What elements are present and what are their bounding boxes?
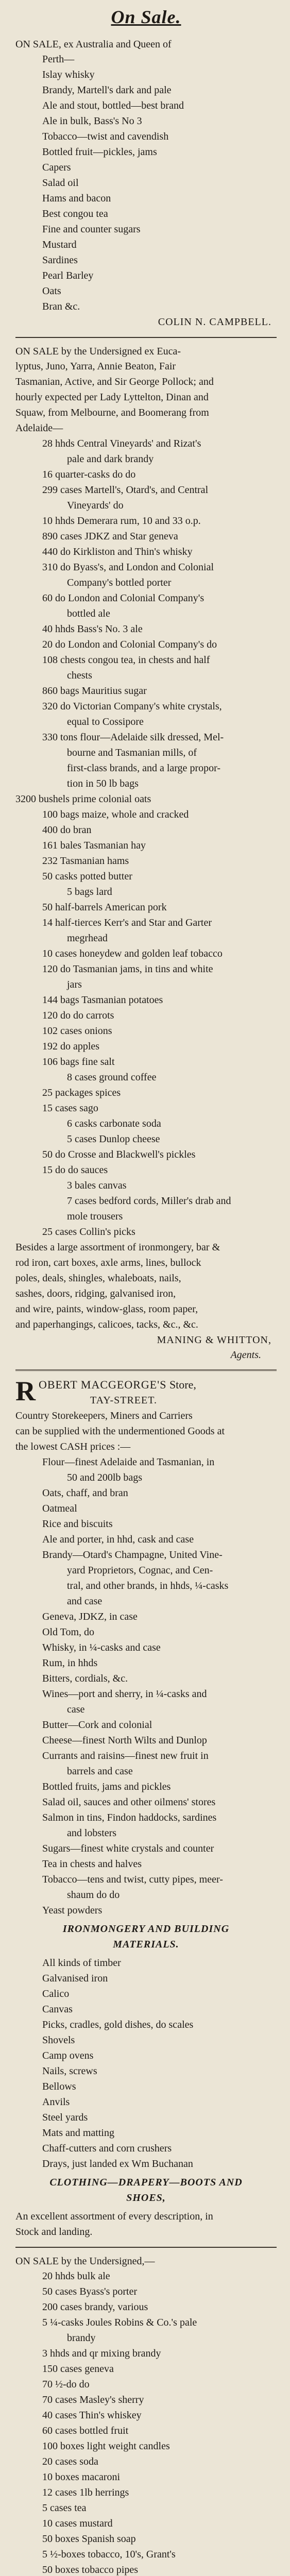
ad-opening: ON SALE by the Undersigned ex Euca-	[15, 346, 181, 357]
list-item: Tobacco—tens and twist, cutty pipes, meer-	[42, 1874, 223, 1885]
text-line: Tasmanian, Active, and Sir George Pollock; and	[15, 376, 214, 387]
list-item: 100 bags maize, whole and cracked	[42, 809, 189, 820]
list-item: 310 do Byass's, and London and Colonial	[42, 562, 214, 573]
list-item: Mats and matting	[42, 2127, 114, 2139]
list-item: 16 quarter-casks do do	[42, 469, 136, 480]
section-heading-clothing: CLOTHING—DRAPERY—BOOTS AND SHOES,	[49, 2177, 243, 2204]
text-line: Fine and counter sugars	[42, 224, 141, 235]
list-item: All kinds of timber	[42, 1957, 121, 1969]
ad-macgeorge	[15, 1377, 277, 2240]
list-item: 120 do do carrots	[42, 1010, 114, 1021]
list-item: Butter—Cork and colonial	[42, 1719, 152, 1731]
ad-closing	[15, 1240, 277, 1332]
list-item: 25 packages spices	[42, 1087, 121, 1098]
masthead: On Sale.	[111, 7, 181, 27]
text-line: Brandy, Martell's dark and pale	[42, 84, 172, 96]
list-item: Company's bottled porter	[67, 577, 172, 588]
list-item: 40 cases Thin's whiskey	[42, 2410, 142, 2421]
list-item: shaum do do	[67, 1889, 120, 1901]
text-line: Mustard	[42, 239, 77, 250]
list-item: 20 do London and Colonial Company's do	[42, 639, 217, 650]
list-item: 108 chests congou tea, in chests and half	[42, 654, 210, 666]
text-line: rod iron, cart boxes, axle arms, lines, bullock	[15, 1257, 201, 1268]
list-item: 60 do London and Colonial Company's	[42, 592, 204, 604]
list-item: Bellows	[42, 2081, 76, 2092]
list-item: 10 hhds Demerara rum, 10 and 33 o.p.	[42, 515, 201, 527]
text-line: hourly expected per Lady Lyttelton, Dinan and	[15, 392, 209, 403]
list-item: 50 boxes Spanish soap	[42, 2533, 136, 2545]
list-item: 70 cases Masley's sherry	[42, 2394, 144, 2405]
list-item: Anvils	[42, 2096, 70, 2108]
ad-location: TAY-STREET.	[90, 1395, 157, 1406]
clothing-paragraph	[15, 2209, 277, 2240]
ad-signature-sub: Agents.	[230, 1349, 261, 1361]
list-item: 15 cases sago	[42, 1103, 98, 1114]
list-item: 50 casks potted butter	[42, 871, 132, 882]
list-item: Cheese—finest North Wilts and Dunlop	[42, 1735, 207, 1746]
list-item: 12 cases 1lb herrings	[42, 2487, 129, 2498]
list-item: yard Proprietors, Cognac, and Cen-	[67, 1565, 213, 1576]
list-item: Steel yards	[42, 2112, 88, 2123]
list-item: Ale and porter, in hhd, cask and case	[42, 1534, 194, 1545]
list-item: Tea in chests and halves	[42, 1858, 142, 1870]
list-item: 400 do bran	[42, 824, 92, 836]
text-line: Capers	[42, 162, 71, 173]
list-item: tion in 50 lb bags	[67, 778, 139, 789]
list-item: 106 bags fine salt	[42, 1056, 115, 1067]
list-item: 3 hhds and qr mixing brandy	[42, 2348, 161, 2359]
text-line: poles, deals, shingles, whaleboats, nails,	[15, 1273, 181, 1284]
text-line: Stock and landing.	[15, 2226, 93, 2238]
list-item: Galvanised iron	[42, 1973, 108, 1984]
list-item: tral, and other brands, in hhds, ¼-casks	[67, 1580, 229, 1591]
list-item: megrhead	[67, 933, 108, 944]
list-item: 15 do do sauces	[42, 1164, 108, 1176]
list-item: Flour—finest Adelaide and Tasmanian, in	[42, 1456, 215, 1468]
text-line: Oats	[42, 285, 61, 297]
list-item: 200 cases brandy, various	[42, 2301, 148, 2313]
list-item: brandy	[67, 2332, 96, 2344]
list-item: Bottled fruits, jams and pickles	[42, 1781, 171, 1792]
list-item: and case	[67, 1596, 103, 1607]
list-item: 5 ½-boxes tobacco, 10's, Grant's	[42, 2549, 176, 2560]
ad-opening: ON SALE by the Undersigned,—	[15, 2256, 155, 2267]
ad-items	[15, 52, 277, 314]
text-line: Islay whisky	[42, 69, 95, 80]
list-item: 299 cases Martell's, Otard's, and Central	[42, 484, 209, 496]
ironmongery-items	[15, 1955, 277, 2172]
ad-campbell	[15, 37, 277, 330]
ad-heading: R OBERT MACGEORGE'S Store,	[15, 1376, 196, 1406]
list-item: Whisky, in ¼-casks and case	[42, 1642, 161, 1653]
list-item: 3200 bushels prime colonial oats	[15, 793, 151, 805]
list-item: 5 bags lard	[67, 886, 112, 897]
list-item: 7 cases bedford cords, Miller's drab and	[67, 1195, 231, 1207]
list-item: 10 cases mustard	[42, 2518, 113, 2529]
list-item: Chaff-cutters and corn crushers	[42, 2143, 172, 2154]
list-item: bottled ale	[67, 608, 110, 619]
list-item: 20 cases soda	[42, 2456, 98, 2467]
list-item: case	[67, 1704, 85, 1715]
ad-maning-whitton	[15, 344, 277, 1362]
divider	[15, 2247, 277, 2248]
list-item: Rice and biscuits	[42, 1518, 113, 1530]
ad-items	[15, 2268, 277, 2576]
text-line: Bran &c.	[42, 301, 80, 312]
text-line: and paperhangings, calicoes, tacks, &c., &c.	[15, 1319, 198, 1330]
list-item: 50 and 200lb bags	[67, 1472, 143, 1483]
list-item: Calico	[42, 1988, 70, 1999]
text-line: Best congou tea	[42, 208, 108, 219]
section-heading-ironmongery: IRONMONGERY AND BUILDING MATERIALS.	[62, 1923, 230, 1950]
ad-items	[15, 436, 277, 1240]
list-item: 320 do Victorian Company's white crystals,	[42, 701, 222, 712]
text-line: can be supplied with the undermentioned Goods at	[15, 1426, 225, 1437]
list-item: 330 tons flour—Adelaide silk dressed, Mel-	[42, 732, 224, 743]
list-item: equal to Cossipore	[67, 716, 144, 727]
list-item: 50 boxes tobacco pipes	[42, 2564, 139, 2575]
text-line: An excellent assortment of every description, in	[15, 2211, 213, 2222]
list-item: Brandy—Otard's Champagne, United Vine-	[42, 1549, 223, 1561]
drop-cap: R	[15, 1376, 36, 1406]
list-item: 890 cases JDKZ and Star geneva	[42, 531, 178, 542]
divider	[15, 337, 277, 338]
list-item: Wines—port and sherry, in ¼-casks and	[42, 1688, 207, 1700]
list-item: 5 cases tea	[42, 2502, 87, 2514]
text-line: Ale in bulk, Bass's No 3	[42, 115, 142, 127]
list-item: 8 cases ground coffee	[67, 1072, 157, 1083]
list-item: jars	[67, 979, 82, 990]
list-item: 232 Tasmanian hams	[42, 855, 129, 867]
list-item: 50 cases Byass's porter	[42, 2286, 138, 2297]
list-item: Salmon in tins, Findon haddocks, sardines	[42, 1812, 217, 1823]
ad-signature: COLIN N. CAMPBELL.	[158, 316, 271, 328]
text-line: Adelaide—	[15, 422, 63, 434]
list-item: Sugars—finest white crystals and counter	[42, 1843, 214, 1854]
list-item: Rum, in hhds	[42, 1657, 98, 1669]
text-line: Bottled fruit—pickles, jams	[42, 146, 157, 158]
list-item: 150 cases geneva	[42, 2363, 114, 2375]
list-item: Canvas	[42, 2004, 73, 2015]
list-item: 28 hhds Central Vineyards' and Rizat's	[42, 438, 201, 449]
list-item: 192 do apples	[42, 1041, 100, 1052]
list-item: Picks, cradles, gold dishes, do scales	[42, 2019, 194, 2030]
list-item: Camp ovens	[42, 2050, 94, 2061]
text-line: Sardines	[42, 255, 78, 266]
list-item: pale and dark brandy	[67, 453, 154, 465]
ad-intro	[15, 359, 277, 436]
list-item: 70 ½-do do	[42, 2379, 90, 2390]
list-item: 5 ¼-casks Joules Robins & Co.'s pale	[42, 2317, 197, 2328]
ad-ross	[15, 2254, 277, 2576]
ad-items	[15, 1454, 277, 1918]
list-item: and lobsters	[67, 1827, 117, 1839]
list-item: Vineyards' do	[67, 500, 124, 511]
ad-signature: MANING & WHITTON,	[157, 1334, 271, 1346]
list-item: bourne and Tasmanian mills, of	[67, 747, 197, 758]
list-item: Oats, chaff, and bran	[42, 1487, 128, 1499]
list-item: 3 bales canvas	[67, 1180, 127, 1191]
list-item: chests	[67, 670, 92, 681]
list-item: 860 bags Mauritius sugar	[42, 685, 147, 697]
list-item: first-class brands, and a large propor-	[67, 762, 221, 774]
list-item: Salad oil, sauces and other oilmens' stores	[42, 1797, 216, 1808]
list-item: Oatmeal	[42, 1503, 77, 1514]
text-line: Country Storekeepers, Miners and Carriers	[15, 1410, 193, 1421]
list-item: 20 hhds bulk ale	[42, 2270, 110, 2282]
text-line: Squaw, from Melbourne, and Boomerang from	[15, 407, 209, 418]
list-item: Nails, screws	[42, 2065, 97, 2077]
list-item: Bitters, cordials, &c.	[42, 1673, 128, 1684]
list-item: Shovels	[42, 2035, 75, 2046]
text-line: sashes, doors, ridging, galvanised iron,	[15, 1288, 176, 1299]
text-line: Pearl Barley	[42, 270, 94, 281]
text-line: Tobacco—twist and cavendish	[42, 131, 169, 142]
list-item: 25 cases Collin's picks	[42, 1226, 135, 1238]
list-item: mole trousers	[67, 1211, 123, 1222]
list-item: Currants and raisins—finest new fruit in	[42, 1750, 209, 1761]
list-item: 440 do Kirkliston and Thin's whisky	[42, 546, 193, 557]
list-item: 6 casks carbonate soda	[67, 1118, 161, 1129]
list-item: 40 hhds Bass's No. 3 ale	[42, 623, 143, 635]
text-line: Ale and stout, bottled—best brand	[42, 100, 184, 111]
list-item: Yeast powders	[42, 1905, 103, 1916]
list-item: 102 cases onions	[42, 1025, 112, 1037]
text-line: Hams and bacon	[42, 193, 111, 204]
list-item: 100 boxes light weight candles	[42, 2441, 170, 2452]
list-item: 10 cases honeydew and golden leaf tobacco	[42, 948, 223, 959]
list-item: 50 do Crosse and Blackwell's pickles	[42, 1149, 196, 1160]
text-line: Salad oil	[42, 177, 79, 189]
text-line: the lowest CASH prices :—	[15, 1441, 131, 1452]
list-item: 14 half-tierces Kerr's and Star and Garter	[42, 917, 212, 928]
list-item: 10 boxes macaroni	[42, 2471, 121, 2483]
text-line: and wire, paints, window-glass, room paper,	[15, 1303, 198, 1315]
divider	[15, 1369, 277, 1371]
list-item: 161 bales Tasmanian hay	[42, 840, 146, 851]
list-item: 60 cases bottled fruit	[42, 2425, 129, 2436]
list-item: barrels and case	[67, 1766, 133, 1777]
text-line: lyptus, Juno, Yarra, Annie Beaton, Fair	[15, 361, 176, 372]
list-item: Drays, just landed ex Wm Buchanan	[42, 2158, 193, 2170]
list-item: Geneva, JDKZ, in case	[42, 1611, 138, 1622]
text-line: Besides a large assortment of ironmongery, bar &	[15, 1242, 220, 1253]
list-item: 144 bags Tasmanian potatoes	[42, 994, 163, 1006]
ad-opening: ON SALE, ex Australia and Queen of	[15, 39, 172, 50]
list-item: 120 do Tasmanian jams, in tins and white	[42, 963, 213, 975]
list-item: 5 cases Dunlop cheese	[67, 1133, 160, 1145]
list-item: Old Tom, do	[42, 1626, 95, 1638]
text-line: Perth—	[42, 54, 75, 65]
ad-intro	[15, 1408, 277, 1454]
list-item: 50 half-barrels American pork	[42, 902, 167, 913]
